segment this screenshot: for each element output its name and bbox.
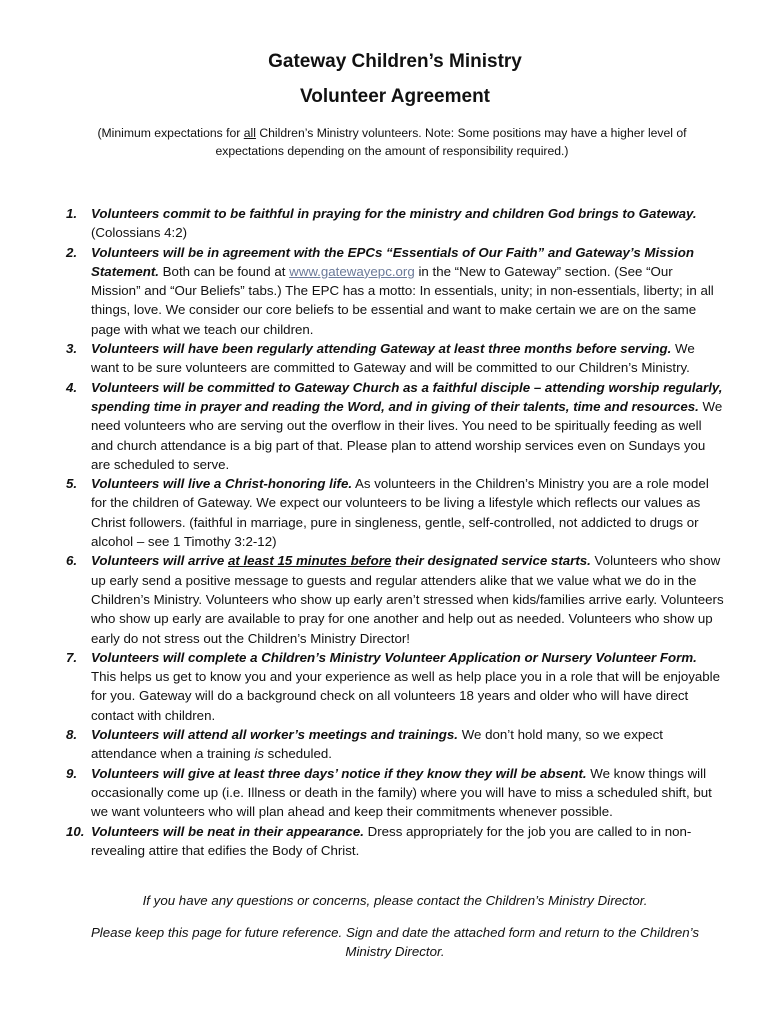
item-heading: Volunteers will be in agreement with the EPCs “Essentials of Our Faith” and Gateway’s Mission Statement. (91, 244, 694, 279)
item-number: 4. (66, 379, 78, 395)
item-text: Both can be found at (158, 263, 290, 279)
list-item (66, 378, 724, 474)
item-text: Volunteers who show up early send a positive message to guests and regular attenders alike that we value what we do in the Children’s Ministry. Volunteers who show up early aren’t stressed when kids/families arrive early. Volunteers who show up early are available to pray for one another and help out as needed. Volunteers who show up early do not stress out the Children’s Ministry Director! (91, 553, 724, 646)
intro-note (66, 124, 718, 160)
item-text: (Colossians 4:2) (91, 225, 188, 241)
item-italic-word: is (254, 746, 264, 762)
document-title: Gateway Children’s Ministry (268, 51, 522, 72)
item-text: We need volunteers who are serving out the overflow in their lives. You need to be spiritually feeding as well and church attendance is a big part of that. Please plan to attend worship services even on Sundays you are scheduled to serve. (91, 398, 723, 472)
document-subtitle: Volunteer Agreement (299, 86, 491, 107)
item-heading: Volunteers will attend all worker’s meetings and trainings. (91, 727, 458, 743)
item-heading: Volunteers will live a Christ-honoring life. (91, 476, 353, 492)
item-heading: Volunteers will be committed to Gateway Church as a faithful disciple – attending worship regularly, spending time in prayer and reading the Word, and in giving of their talents, time and resources. (91, 379, 723, 414)
list-item (66, 725, 724, 764)
list-item (66, 648, 724, 725)
item-number: 1. (66, 206, 78, 221)
footer-instructions: Please keep this page for future reference. Sign and date the attached form and return to the Children’s Ministry Director. (90, 925, 700, 960)
item-number: 8. (66, 727, 78, 743)
footer-contact-note: If you have any questions or concerns, please contact the Children’s Ministry Director. (142, 893, 648, 909)
list-item (66, 339, 724, 378)
item-number: 3. (66, 341, 78, 357)
item-number: 5. (66, 476, 78, 492)
item-number: 7. (66, 649, 78, 665)
item-text: We know things will occasionally come up (i.e. Illness or death in the family) where you will have to miss a scheduled shift, but we want volunteers who will plan ahead and keep their commitments whenever possible. (91, 765, 712, 820)
list-item (66, 764, 724, 822)
item-text: This helps us get to know you and your experience as well as help place you in a role that will be enjoyable for you. Gateway will do a background check on all volunteers 18 years and older who will have direct contact with children. (91, 669, 721, 723)
item-number: 2. (66, 244, 78, 260)
item-heading: Volunteers will have been regularly attending Gateway at least three months before serving. (91, 341, 672, 357)
website-link[interactable]: www.gatewayepc.org (289, 263, 415, 279)
list-item (66, 243, 724, 339)
list-item (66, 822, 724, 861)
item-heading: Volunteers commit to be faithful in praying for the ministry and children God brings to Gateway. (91, 206, 697, 221)
item-heading: Volunteers will give at least three days’ notice if they know they will be absent. (91, 765, 587, 781)
item-number: 9. (66, 765, 78, 781)
item-text: We want to be sure volunteers are committed to Gateway and will be committed to our Children’s Ministry. (91, 341, 695, 376)
item-text: As volunteers in the Children’s Ministry you are a role model for the children of Gateway. We expect our volunteers to be living a lifestyle which reflects our values as Christ followers. (faithful in marriage, pure in singleness, gentle, self-controlled, not addicted to drugs or alcohol – see 1 Timothy 3:2-12) (91, 476, 709, 550)
item-heading-underlined: at least 15 minutes before (227, 553, 392, 569)
item-text: We don’t hold many, so we expect attendance when a training (91, 727, 663, 762)
item-text: in the “New to Gateway” section. (See “Our Mission” and “Our Beliefs” tabs.) The EPC has a motto: In essentials, unity; in non-essentials, liberty; in all things, love. We consider our core beliefs to be essential and want to make certain we are on the same page with what we teach our children. (91, 263, 714, 337)
item-heading: Volunteers will be neat in their appearance. (91, 823, 364, 839)
item-text: Dress appropriately for the job you are called to in non-revealing attire that edifies the Body of Christ. (91, 823, 692, 858)
item-heading: Volunteers will arrive (91, 553, 228, 569)
list-item (66, 551, 724, 647)
agreement-list (66, 204, 724, 860)
intro-text-after: Children’s Ministry volunteers. Note: Some positions may have a higher level of expectations depending on the amount of responsibility required.) (215, 126, 687, 158)
list-item (66, 474, 724, 551)
item-number: 10. (66, 823, 85, 839)
item-heading: their designated service starts. (391, 553, 591, 569)
intro-text-before: (Minimum expectations for (97, 126, 244, 140)
list-item (66, 204, 724, 243)
item-heading: Volunteers will complete a Children’s Ministry Volunteer Application or Nursery Volunteer Form. (91, 649, 697, 665)
item-number: 6. (66, 553, 78, 569)
item-text: scheduled. (263, 746, 332, 762)
intro-underlined-word: all (243, 126, 256, 140)
